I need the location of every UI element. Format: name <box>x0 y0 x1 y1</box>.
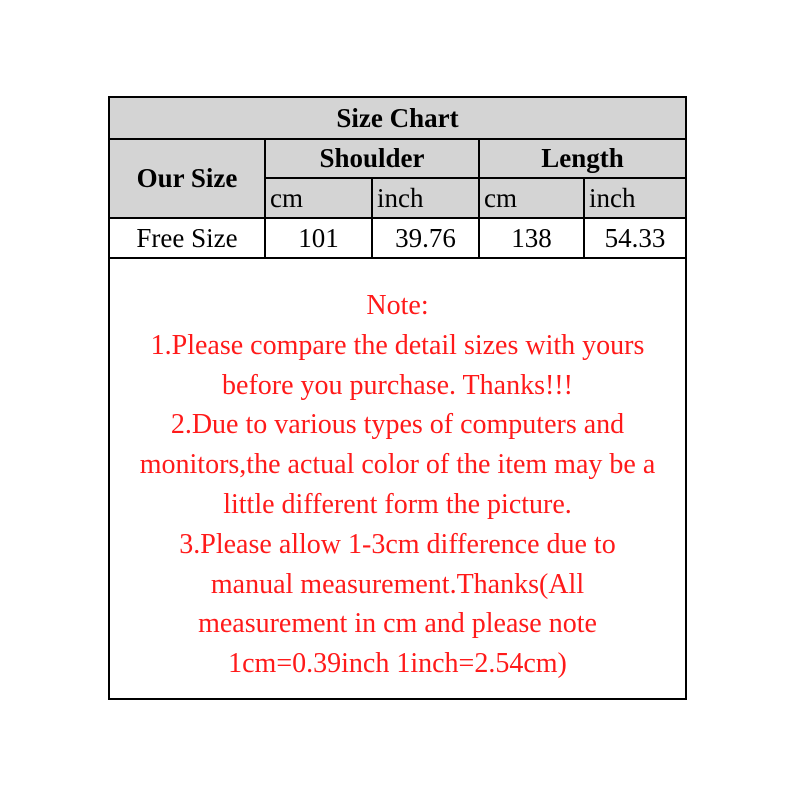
size-name-cell: Free Size <box>110 218 265 258</box>
note-line: monitors,the actual color of the item may be a <box>139 449 656 481</box>
size-chart-table <box>110 98 685 259</box>
notes-block <box>110 278 685 684</box>
size-chart-frame <box>108 96 687 700</box>
length-inch-header: inch <box>584 178 685 218</box>
note-line: manual measurement.Thanks(All <box>210 568 585 600</box>
shoulder-header: Shoulder <box>265 139 479 178</box>
length-inch-cell: 54.33 <box>584 218 685 258</box>
our-size-header: Our Size <box>110 139 265 218</box>
note-line: 1cm=0.39inch 1inch=2.54cm) <box>228 648 567 680</box>
note-heading: Note: <box>366 290 429 321</box>
shoulder-inch-cell: 39.76 <box>372 218 479 258</box>
shoulder-inch-header: inch <box>372 178 479 218</box>
title-row <box>110 98 685 139</box>
shoulder-cm-cell: 101 <box>265 218 372 258</box>
length-cm-cell: 138 <box>479 218 584 258</box>
note-line: 1.Please compare the detail sizes with yours <box>150 329 645 361</box>
shoulder-cm-header: cm <box>265 178 372 218</box>
note-line: 2.Due to various types of computers and <box>170 409 625 441</box>
length-cm-header: cm <box>479 178 584 218</box>
note-line: before you purchase. Thanks!!! <box>222 369 573 401</box>
note-line: 3.Please allow 1-3cm difference due to <box>179 528 616 560</box>
group-header-row <box>110 139 685 178</box>
note-line: little different form the picture. <box>223 488 572 520</box>
length-header: Length <box>479 139 685 178</box>
chart-title: Size Chart <box>110 98 685 139</box>
note-line: measurement in cm and please note <box>198 608 597 640</box>
table-row <box>110 218 685 258</box>
